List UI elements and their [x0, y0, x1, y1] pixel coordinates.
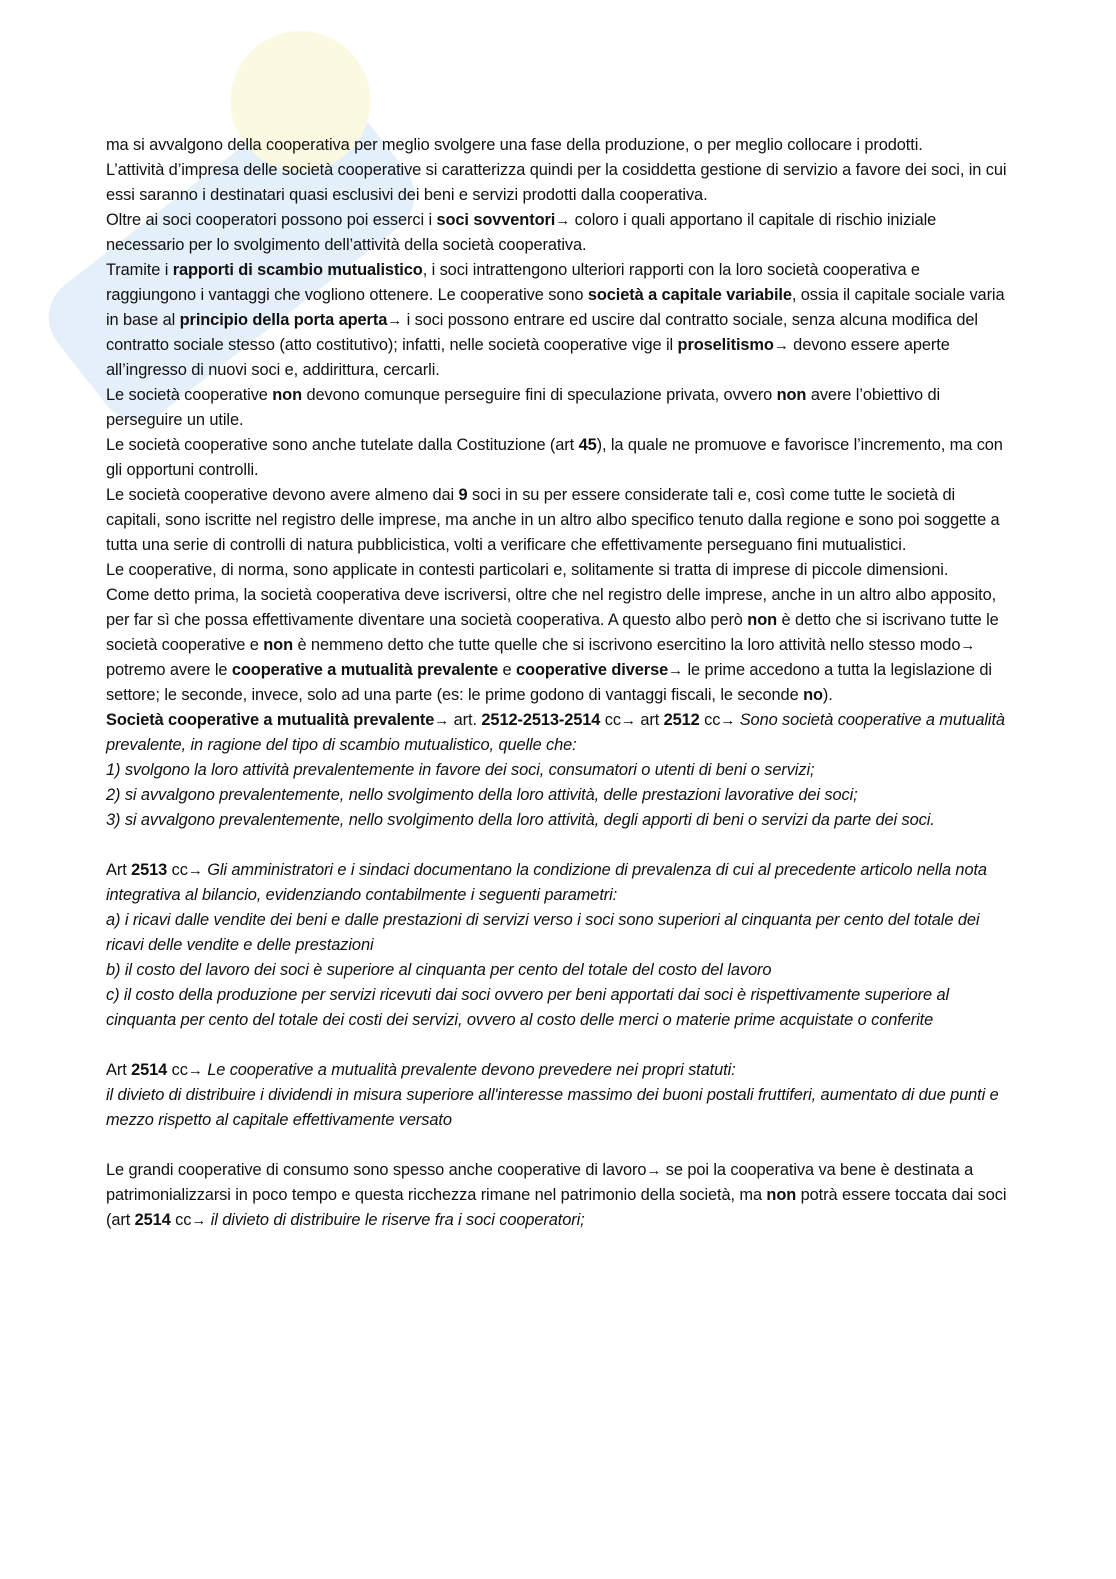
paragraph: Le società cooperative non devono comunque perseguire fini di speculazione privata, ovvero non avere l’obiettivo di perseguire un utile. [106, 386, 941, 429]
paragraph: Tramite i rapporti di scambio mutualistico, i soci intrattengono ulteriori rapporti con la loro società cooperativa e raggiungono i vantaggi che vogliono ottenere. Le cooperative sono società a capitale variabile, ossia il capitale sociale varia in base al principio della porta aperta→ i soci possono entrare ed uscire dal contratto sociale, senza alcuna modifica del contratto sociale stesso (atto costitutivo); infatti, nelle società cooperative vige il proselitismo→ devono essere aperte all’ingresso di nuovi soci e, addirittura, cercarli. [106, 261, 1005, 379]
arrow-icon: → [773, 337, 789, 354]
paragraph: Oltre ai soci cooperatori possono poi esserci i soci sovventori→ coloro i quali apportano il capitale di rischio iniziale necessario per lo svolgimento dell’attività della società cooperativa. [106, 211, 937, 254]
arrow-icon: → [960, 637, 976, 654]
paragraph: L’attività d’impresa delle società cooperative si caratterizza quindi per la cosiddetta gestione di servizio a favore dei soci, in cui essi saranno i destinatari quasi esclusivi dei beni e servizi prodotti dalla cooperativa. [106, 161, 1007, 204]
arrow-icon: → [620, 712, 636, 729]
paragraph: Le società cooperative devono avere almeno dai 9 soci in su per essere considerate tali e, così come tutte le società di capitali, sono iscritte nel registro delle imprese, ma anche in un altro albo specifico tenuto dalla regione e sono poi soggette a tutta una serie di controlli di natura pubblicistica, volti a verificare che effettivamente perseguano fini mutualistici. [106, 486, 1000, 554]
document-page [106, 133, 1011, 1233]
list-item: a) i ricavi dalle vendite dei beni e dalle prestazioni di servizi verso i soci sono superiori al cinquanta per cento del totale dei ricavi delle vendite e delle prestazioni [106, 911, 980, 954]
arrow-icon: → [668, 662, 684, 679]
paragraph: Come detto prima, la società cooperativa deve iscriversi, oltre che nel registro delle imprese, anche in un altro albo apposito, per far sì che possa effettivamente diventare una società cooperativa. A questo albo però non è detto che si iscrivano tutte le società cooperative e non è nemmeno detto che tutte quelle che si iscrivono esercitino la loro attività nello stesso modo→ potremo avere le cooperative a mutualità prevalente e cooperative diverse→ le prime accedono a tutta la legislazione di settore; le seconde, invece, solo ad una parte (es: le prime godono di vantaggi fiscali, le seconde no). [106, 586, 999, 704]
arrow-icon: → [187, 1062, 203, 1079]
list-item: il divieto di distribuire i dividendi in misura superiore all'interesse massimo dei buoni postali fruttiferi, aumentato di due punti e mezzo rispetto al capitale effettivamente versato [106, 1086, 999, 1129]
arrow-icon: → [191, 1212, 207, 1229]
arrow-icon: → [434, 712, 450, 729]
arrow-icon: → [387, 312, 403, 329]
list-item: 3) si avvalgono prevalentemente, nello svolgimento della loro attività, degli apporti di beni o servizi da parte dei soci. [106, 811, 935, 829]
paragraph: Le grandi cooperative di consumo sono spesso anche cooperative di lavoro→ se poi la cooperativa va bene è destinata a patrimonializzarsi in poco tempo e questa ricchezza rimane nel patrimonio della società, ma non potrà essere toccata dai soci (art 2514 cc→ il divieto di distribuire le riserve fra i soci cooperatori; [106, 1161, 1007, 1229]
paragraph: ma si avvalgono della cooperativa per meglio svolgere una fase della produzione, o per meglio collocare i prodotti. [106, 136, 923, 154]
paragraph: Art 2514 cc→ Le cooperative a mutualità prevalente devono prevedere nei propri statuti: [106, 1061, 736, 1079]
list-item: b) il costo del lavoro dei soci è superiore al cinquanta per cento del totale del costo del lavoro [106, 961, 772, 979]
arrow-icon: → [720, 712, 736, 729]
arrow-icon: → [646, 1162, 662, 1179]
paragraph: Le cooperative, di norma, sono applicate in contesti particolari e, solitamente si tratta di imprese di piccole dimensioni. [106, 561, 949, 579]
list-item: 2) si avvalgono prevalentemente, nello svolgimento della loro attività, delle prestazioni lavorative dei soci; [106, 786, 858, 804]
paragraph: Le società cooperative sono anche tutelate dalla Costituzione (art 45), la quale ne promuove e favorisce l’incremento, ma con gli opportuni controlli. [106, 436, 1003, 479]
paragraph: Art 2513 cc→ Gli amministratori e i sindaci documentano la condizione di prevalenza di cui al precedente articolo nella nota integrativa al bilancio, evidenziando contabilmente i seguenti parametri: [106, 861, 987, 904]
arrow-icon: → [187, 862, 203, 879]
list-item: c) il costo della produzione per servizi ricevuti dai soci ovvero per beni apportati dai soci è rispettivamente superiore al cinquanta per cento del totale dei costi dei servizi, ovvero al costo delle merci o materie prime acquistate o conferite [106, 986, 950, 1029]
arrow-icon: → [555, 212, 571, 229]
list-item: 1) svolgono la loro attività prevalentemente in favore dei soci, consumatori o utenti di beni o servizi; [106, 761, 815, 779]
paragraph: Società cooperative a mutualità prevalente→ art. 2512-2513-2514 cc→ art 2512 cc→ Sono società cooperative a mutualità prevalente, in ragione del tipo di scambio mutualistico, quelle che: [106, 711, 1005, 754]
